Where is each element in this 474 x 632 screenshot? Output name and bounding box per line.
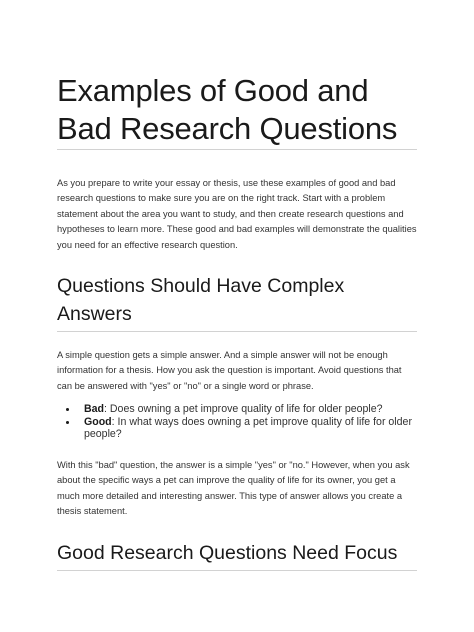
- intro-paragraph: As you prepare to write your essay or thesis, use these examples of good and bad research questions to make sure you are on the right track. Start with a problem statement about the area you want to study, and then create research questions and hypotheses to learn more. These good and bad examples will demonstrate the qualities you need for an effective research question.: [57, 178, 417, 250]
- section1-divider: [57, 331, 417, 332]
- examples-list: [57, 404, 417, 440]
- list-item-good: [57, 417, 417, 441]
- section2-divider: [57, 570, 417, 571]
- bad-example-text: : Does owning a pet improve quality of life for older people?: [104, 403, 383, 415]
- good-label: Good: [84, 415, 112, 428]
- bad-label: Bad: [84, 403, 105, 415]
- bullet-dot-icon: [66, 408, 69, 411]
- bullet-dot-icon: [66, 421, 69, 424]
- good-example-text: : In what ways does owning a pet improve quality of life for older people?: [84, 415, 412, 440]
- section1-paragraph-2: With this "bad" question, the answer is a simple "yes" or "no." However, when you ask about the specific ways a pet can improve the quality of life for its owner, you get a much more detailed and interesting answer. This type of answer allows you create a thesis statement.: [57, 460, 410, 517]
- section-heading-complex-answers: Questions Should Have Complex Answers: [57, 275, 345, 325]
- section-heading-focus: Good Research Questions Need Focus: [57, 542, 398, 564]
- list-item-bad: [57, 404, 417, 416]
- title-divider: [57, 149, 417, 150]
- section1-paragraph-1: A simple question gets a simple answer. And a simple answer will not be enough information for a thesis. How you ask the question is important. Avoid questions that can be answered with "yes" or "no" or a single word or phrase.: [57, 350, 402, 391]
- page-title: Examples of Good and Bad Research Questions: [57, 73, 398, 146]
